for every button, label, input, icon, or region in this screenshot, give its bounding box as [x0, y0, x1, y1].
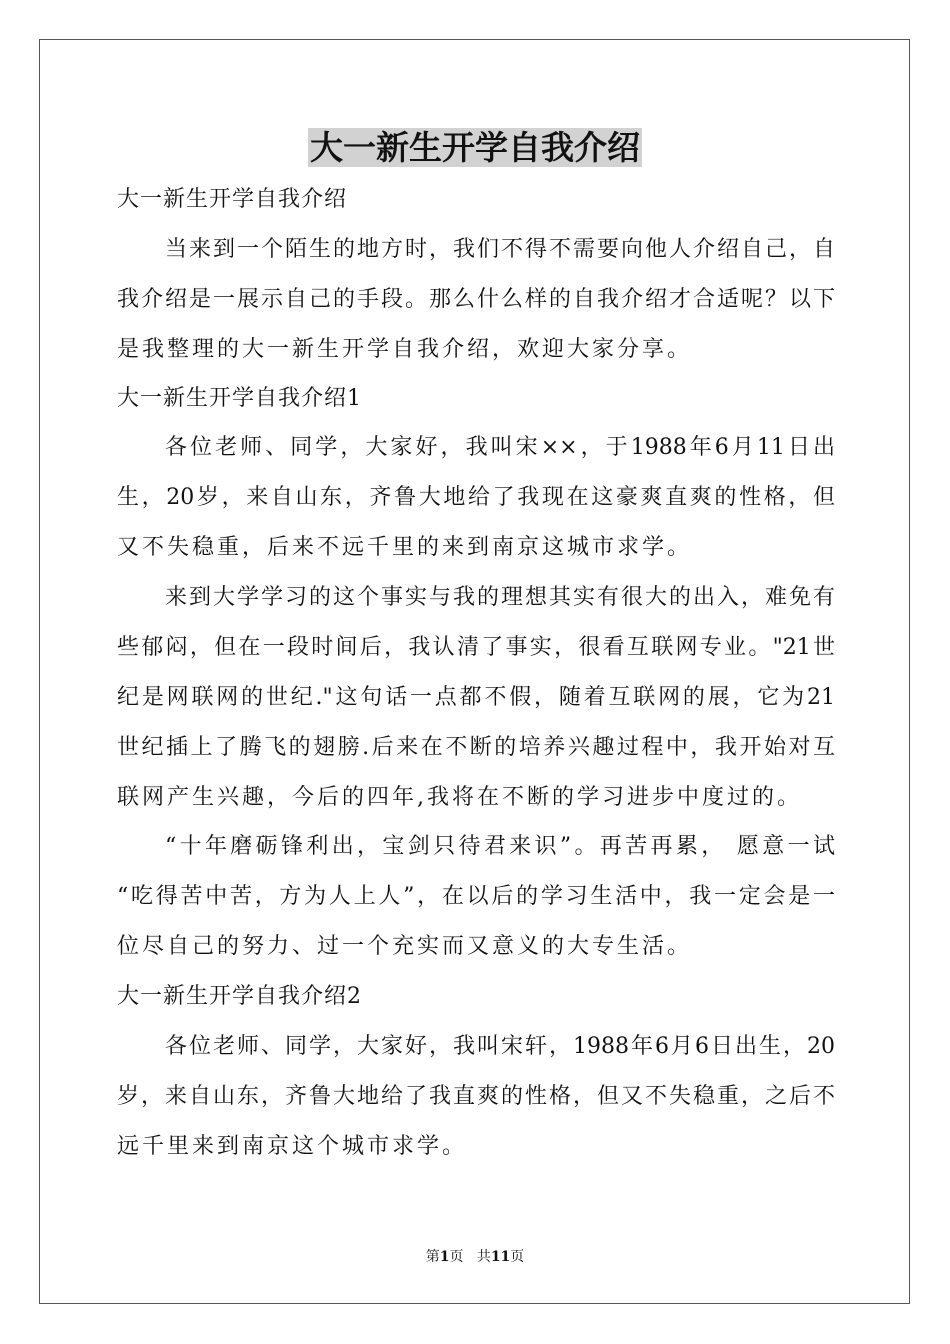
- paragraph-line: 些郁闷，但在一段时间后，我认清了事实，很看互联网专业。"21世: [117, 635, 835, 660]
- paragraph-line: 我介绍是一展示自己的手段。那么什么样的自我介绍才合适呢？以下: [117, 287, 835, 312]
- paragraph-line: “十年磨砺锋利出，宝剑只待君来识”。再苦再累， 愿意一试: [165, 834, 835, 859]
- document-title-text: 大一新生开学自我介绍: [310, 128, 640, 167]
- footer-page-suffix: 页: [449, 1249, 464, 1265]
- paragraph-line: 远千里来到南京这个城市求学。: [117, 1134, 468, 1159]
- footer-page-prefix: 第: [425, 1249, 440, 1265]
- paragraph-line: 纪是网联网的世纪."这句话一点都不假，随着互联网的展，它为21: [117, 685, 835, 710]
- section-heading: 大一新生开学自我介绍2: [117, 984, 362, 1009]
- paragraph-line: 联网产生兴趣，今后的四年,我将在不断的学习进步中度过的。: [117, 785, 802, 810]
- footer-page-number: 1: [439, 1249, 450, 1265]
- paragraph-line: 当来到一个陌生的地方时，我们不得不需要向他人介绍自己，自: [165, 237, 835, 262]
- paragraph-line: 是我整理的大一新生开学自我介绍，欢迎大家分享。: [117, 337, 693, 362]
- paragraph-line: 位尽自己的努力、过一个充实而又意义的大专生活。: [117, 934, 693, 959]
- paragraph-line: 各位老师、同学，大家好，我叫宋轩，1988年6月6日出生，20: [165, 1034, 835, 1059]
- page-border: [39, 39, 910, 1304]
- paragraph-line: 岁，来自山东，齐鲁大地给了我直爽的性格，但又不失稳重，之后不: [117, 1084, 835, 1109]
- page-footer: [0, 1247, 950, 1267]
- section-heading: 大一新生开学自我介绍1: [117, 386, 362, 411]
- paragraph-line: 生，20岁，来自山东，齐鲁大地给了我现在这豪爽直爽的性格，但: [117, 485, 835, 510]
- paragraph-line: 来到大学学习的这个事实与我的理想其实有很大的出入，难免有: [165, 585, 835, 610]
- footer-total-prefix: 共: [476, 1249, 491, 1265]
- paragraph-line: 又不失稳重，后来不远千里的来到南京这城市求学。: [117, 535, 693, 560]
- paragraph-line: 各位老师、同学，大家好，我叫宋××，于1988年6月11日出: [165, 435, 835, 460]
- footer-total-pages: 11: [490, 1249, 511, 1265]
- paragraph-line: 世纪插上了腾飞的翅膀.后来在不断的培养兴趣过程中，我开始对互: [117, 735, 835, 760]
- document-title: [0, 126, 950, 170]
- footer-total-suffix: 页: [510, 1249, 525, 1265]
- paragraph-line: “吃得苦中苦，方为人上人”，在以后的学习生活中，我一定会是一: [117, 884, 835, 909]
- section-heading: 大一新生开学自我介绍: [117, 187, 348, 212]
